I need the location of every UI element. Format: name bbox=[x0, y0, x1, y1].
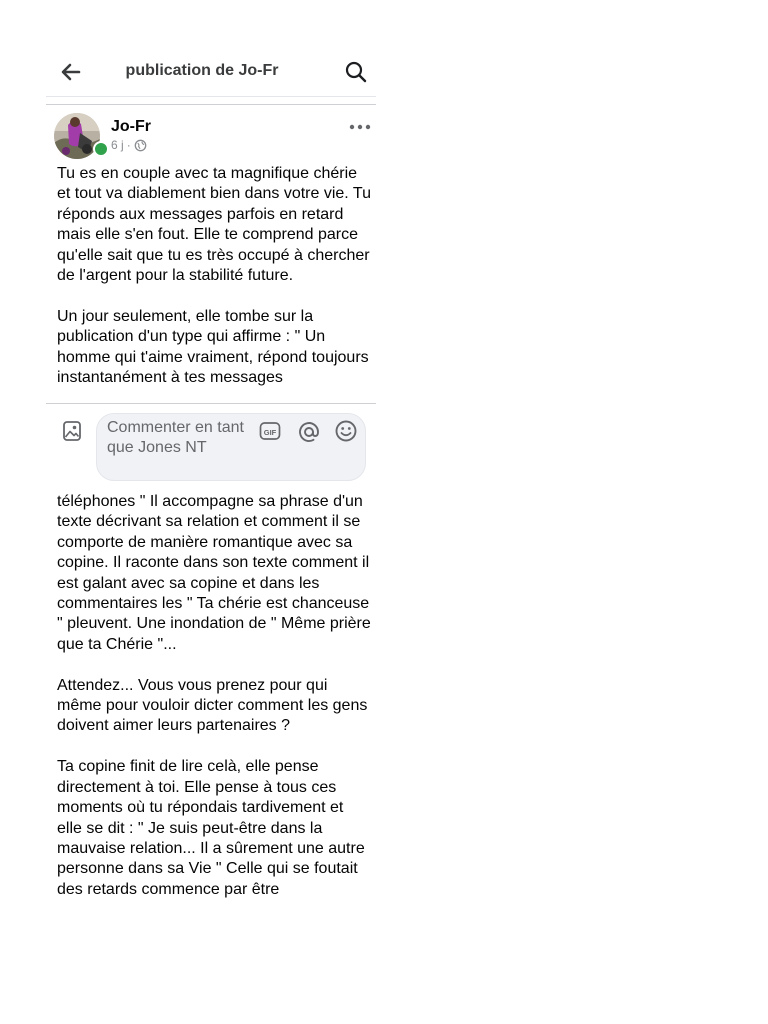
comment-composer bbox=[46, 403, 376, 488]
page-title: publication de Jo-Fr bbox=[125, 62, 279, 79]
post-text-continued: téléphones " Il accompagne sa phrase d'un texte décrivant sa relation et comment il se comporte de manière romantique avec sa copine. Il raconte dans son texte comment il est galant avec sa copine et dans les commentaires les " Ta chérie est chanceuse " pleuvent. Une inondation de " Même prière que ta Chérie "... Attendez... Vous vous prenez pour qui même pour vouloir dicter comment les gens doivent aimer leurs partenaires ? Ta copine finit de lire celà, elle pense directement à toi. Elle pense à tous ces moments où tu répondais tardivement et elle se dit : " Je suis peut-être dans la mauvaise relation... Il a sûrement une autre personne dans sa Vie " Celle qui se foutait des retards commence par être bbox=[57, 493, 371, 898]
author-name[interactable]: Jo-Fr bbox=[111, 118, 151, 135]
meta-separator: · bbox=[126, 138, 131, 152]
emoji-icon bbox=[334, 419, 358, 443]
add-photo-button[interactable] bbox=[62, 420, 82, 442]
gif-button[interactable] bbox=[259, 420, 281, 442]
search-button[interactable] bbox=[343, 59, 369, 85]
at-mention-icon bbox=[297, 420, 321, 444]
header-divider bbox=[46, 104, 376, 105]
post-meta bbox=[111, 138, 147, 152]
emoji-button[interactable] bbox=[334, 419, 358, 443]
photo-icon bbox=[62, 420, 82, 442]
mention-button[interactable] bbox=[297, 420, 321, 444]
search-icon bbox=[343, 59, 369, 85]
post-text: Tu es en couple avec ta magnifique chérie et tout va diablement bien dans votre vie. Tu réponds aux messages parfois en retard mais elle s'en fout. Elle te comprend parce qu'elle sait que tu es très occupé à chercher de l'argent pour la stabilité future. Un jour seulement, elle tombe sur la publication d'un type qui affirme : " Un homme qui t'aime vraiment, répond toujours instantanément à tes messages bbox=[57, 165, 371, 387]
author-avatar-button[interactable] bbox=[54, 113, 102, 159]
gif-icon bbox=[259, 420, 281, 442]
online-status-indicator bbox=[93, 141, 109, 157]
comment-placeholder: Commenter en tant que Jones NT bbox=[107, 419, 244, 457]
gif-label: GIF bbox=[263, 427, 277, 437]
post-time[interactable]: 6 j bbox=[111, 138, 124, 152]
more-options-button[interactable] bbox=[348, 118, 372, 136]
globe-icon bbox=[134, 139, 147, 152]
more-dots-icon bbox=[348, 118, 372, 136]
top-bar bbox=[46, 48, 376, 97]
comment-input[interactable] bbox=[96, 413, 366, 481]
